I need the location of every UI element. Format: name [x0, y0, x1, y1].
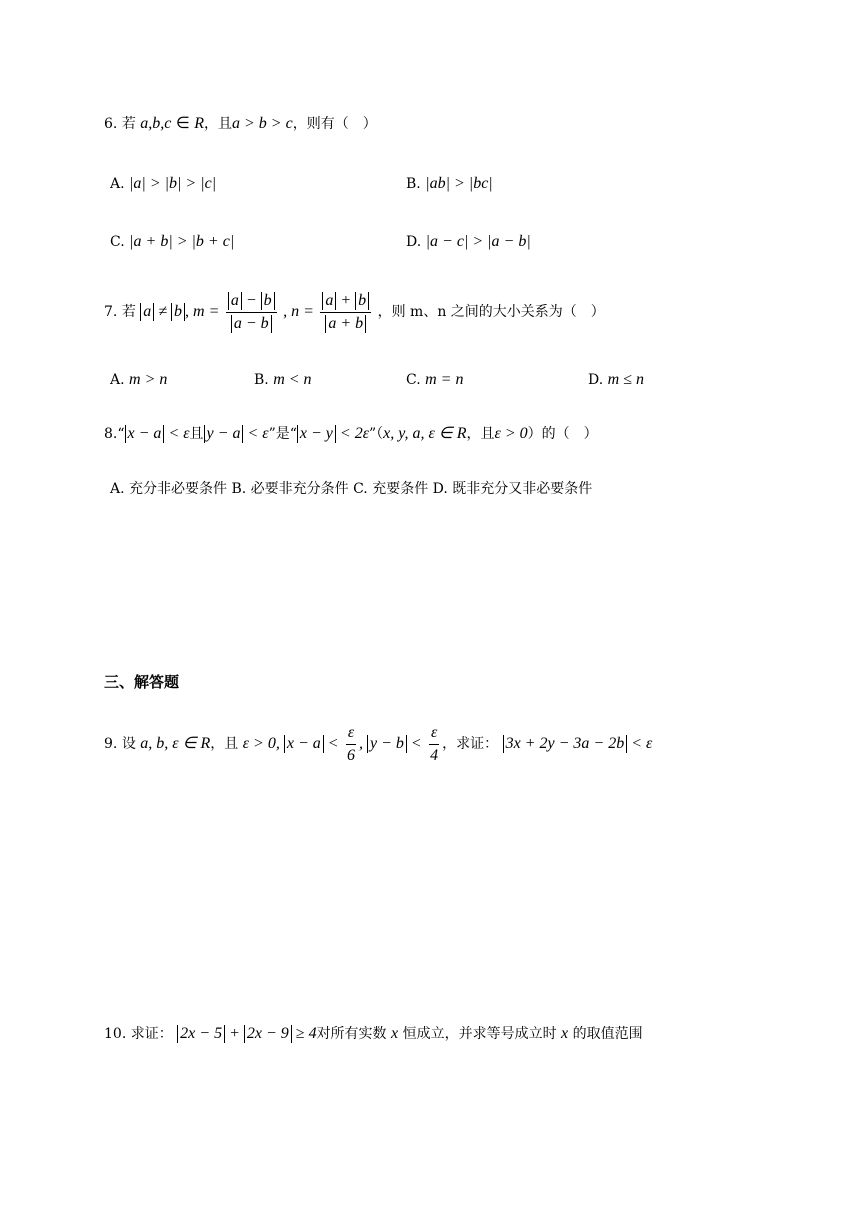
fraction-n: $\frac{a + b}{a + b}$	[320, 292, 371, 333]
question-6-option-b[interactable]: B. |ab| > |bc|	[406, 175, 493, 192]
fraction-eps-4: $\frac{\varepsilon}{4}$	[430, 723, 439, 764]
option-a-expression: |a| > |b| > |c|	[129, 175, 217, 192]
question-6-option-c[interactable]: C. |a + b| > |b + c|	[110, 233, 235, 250]
question-7-option-b[interactable]: B. m < n	[254, 371, 312, 388]
question-8-stem: 8.“ x − a < ε且 y − a < ε”是“ x − y < 2ε”（x, y, a, ε ∈ R，且ε > 0）的（ ）	[104, 425, 598, 442]
option-c-expression: |a + b| > |b + c|	[129, 233, 235, 250]
section-heading: 三、解答题	[104, 673, 180, 691]
question-7-option-d[interactable]: D. m ≤ n	[588, 371, 644, 388]
question-7-option-c[interactable]: C. m = n	[406, 371, 464, 388]
question-7-stem: 7. 若 a ≠ b , m = $\frac{a - b}{a - b}$ , n = $\frac{a + b}{a + b}$ ，则 m、n 之间的大小关系为（ ）	[104, 291, 605, 332]
question-7-option-a[interactable]: A. m > n	[110, 371, 168, 388]
question-6-option-a[interactable]: A. |a| > |b| > |c|	[110, 175, 217, 192]
option-b-expression: |ab| > |bc|	[425, 175, 493, 192]
fraction-m: $\frac{a - b}{a - b}$	[226, 292, 277, 333]
question-9-stem: 9. 设 a, b, ε ∈ R，且 ε > 0, x − a < $\frac{\varepsilon}{6}$ , y − b < $\frac{\varepsilon}{4}$ ，求证： 3x + 2y − 3a − 2b < ε	[104, 723, 653, 764]
question-6-stem: 6. 若 a,b,c ∈ R，且a > b > c，则有（ ）	[104, 115, 377, 132]
option-d-expression: |a − c| > |a − b|	[425, 233, 531, 250]
question-6-option-d[interactable]: D. |a − c| > |a − b|	[406, 233, 531, 250]
fraction-eps-6: $\frac{\varepsilon}{6}$	[347, 723, 355, 764]
question-10-stem: 10. 求证： 2x − 5 + 2x − 9 ≥ 4对所有实数 x 恒成立，并求等号成立时 x 的取值范围	[104, 1025, 643, 1042]
question-8-options[interactable]: A. 充分非必要条件 B. 必要非充分条件 C. 充要条件 D. 既非充分又非必要条件	[110, 481, 593, 497]
